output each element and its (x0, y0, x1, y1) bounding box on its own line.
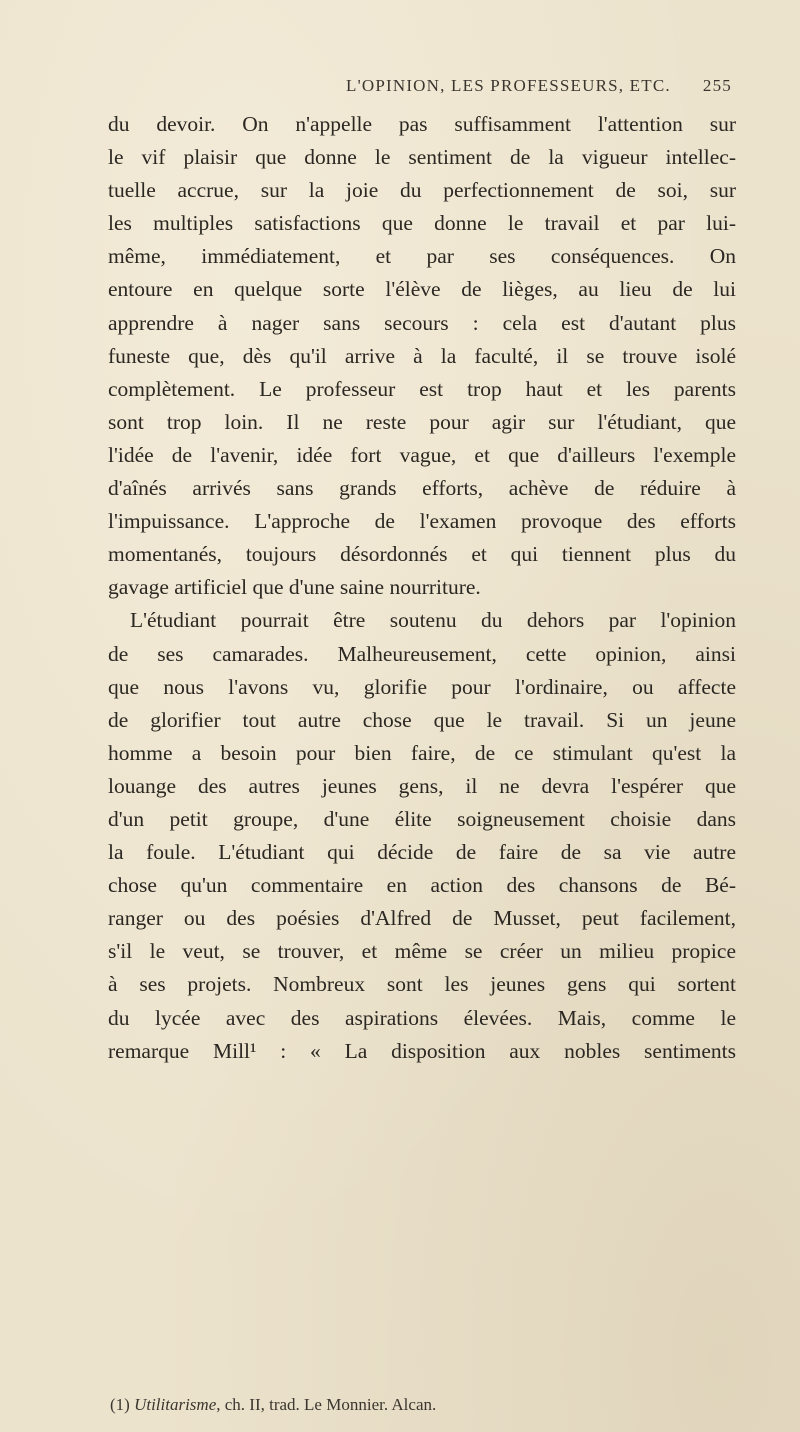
text-line: complètement. Le professeur est trop haut et les parents (108, 376, 736, 401)
text-line: le vif plaisir que donne le sentiment de la vigueur intellec- (108, 145, 736, 170)
text-line: même, immédiatement, et par ses conséquences. On (108, 244, 736, 269)
body-text (108, 108, 736, 1068)
text-line: de ses camarades. Malheureusement, cette opinion, ainsi (108, 641, 736, 666)
text-line: la foule. L'étudiant qui décide de faire de sa vie autre (108, 840, 736, 865)
footnote-work-title: Utilitarisme (134, 1395, 217, 1414)
text-line: gavage artificiel que d'une saine nourriture. (108, 575, 481, 600)
text-line: entoure en quelque sorte l'élève de lièges, au lieu de lui (108, 277, 736, 302)
text-line: du devoir. On n'appelle pas suffisamment l'attention sur (108, 112, 736, 136)
text-line: L'étudiant pourrait être soutenu du dehors par l'opinion (130, 608, 736, 633)
text-line: l'idée de l'avenir, idée fort vague, et que d'ailleurs l'exemple (108, 442, 736, 467)
text-line: funeste que, dès qu'il arrive à la faculté, il se trouve isolé (108, 343, 736, 368)
text-line: apprendre à nager sans secours : cela est d'autant plus (108, 310, 736, 335)
text-line: que nous l'avons vu, glorifie pour l'ordinaire, ou affecte (108, 674, 736, 699)
running-header (110, 76, 732, 102)
text-line: s'il le veut, se trouver, et même se créer un milieu propice (108, 939, 736, 964)
text-line: du lycée avec des aspirations élevées. Mais, comme le (108, 1005, 736, 1030)
running-title: L'OPINION, LES PROFESSEURS, ETC. (346, 76, 671, 95)
footnote-marker: (1) (110, 1395, 130, 1414)
text-line: l'impuissance. L'approche de l'examen provoque des efforts (108, 509, 736, 534)
text-line: chose qu'un commentaire en action des chansons de Bé- (108, 873, 736, 898)
text-line: les multiples satisfactions que donne le travail et par lui- (108, 211, 736, 236)
text-line: à ses projets. Nombreux sont les jeunes gens qui sortent (108, 972, 736, 997)
text-line: de glorifier tout autre chose que le travail. Si un jeune (108, 707, 736, 732)
text-line: d'aînés arrivés sans grands efforts, achève de réduire à (108, 476, 736, 501)
text-line: momentanés, toujours désordonnés et qui tiennent plus du (108, 542, 736, 567)
text-line: louange des autres jeunes gens, il ne devra l'espérer que (108, 773, 736, 798)
footnote (110, 1394, 730, 1416)
text-line: tuelle accrue, sur la joie du perfectionnement de soi, sur (108, 178, 736, 203)
text-line: homme a besoin pour bien faire, de ce stimulant qu'est la (108, 740, 736, 765)
footnote-citation: , ch. II, trad. Le Monnier. Alcan. (216, 1395, 437, 1414)
page-number: 255 (702, 76, 732, 95)
text-line: ranger ou des poésies d'Alfred de Musset, peut facilement, (108, 906, 736, 931)
text-line: remarque Mill¹ : « La disposition aux nobles sentiments (108, 1038, 736, 1063)
text-line: sont trop loin. Il ne reste pour agir sur l'étudiant, que (108, 409, 736, 434)
text-line: d'un petit groupe, d'une élite soigneusement choisie dans (108, 806, 736, 831)
